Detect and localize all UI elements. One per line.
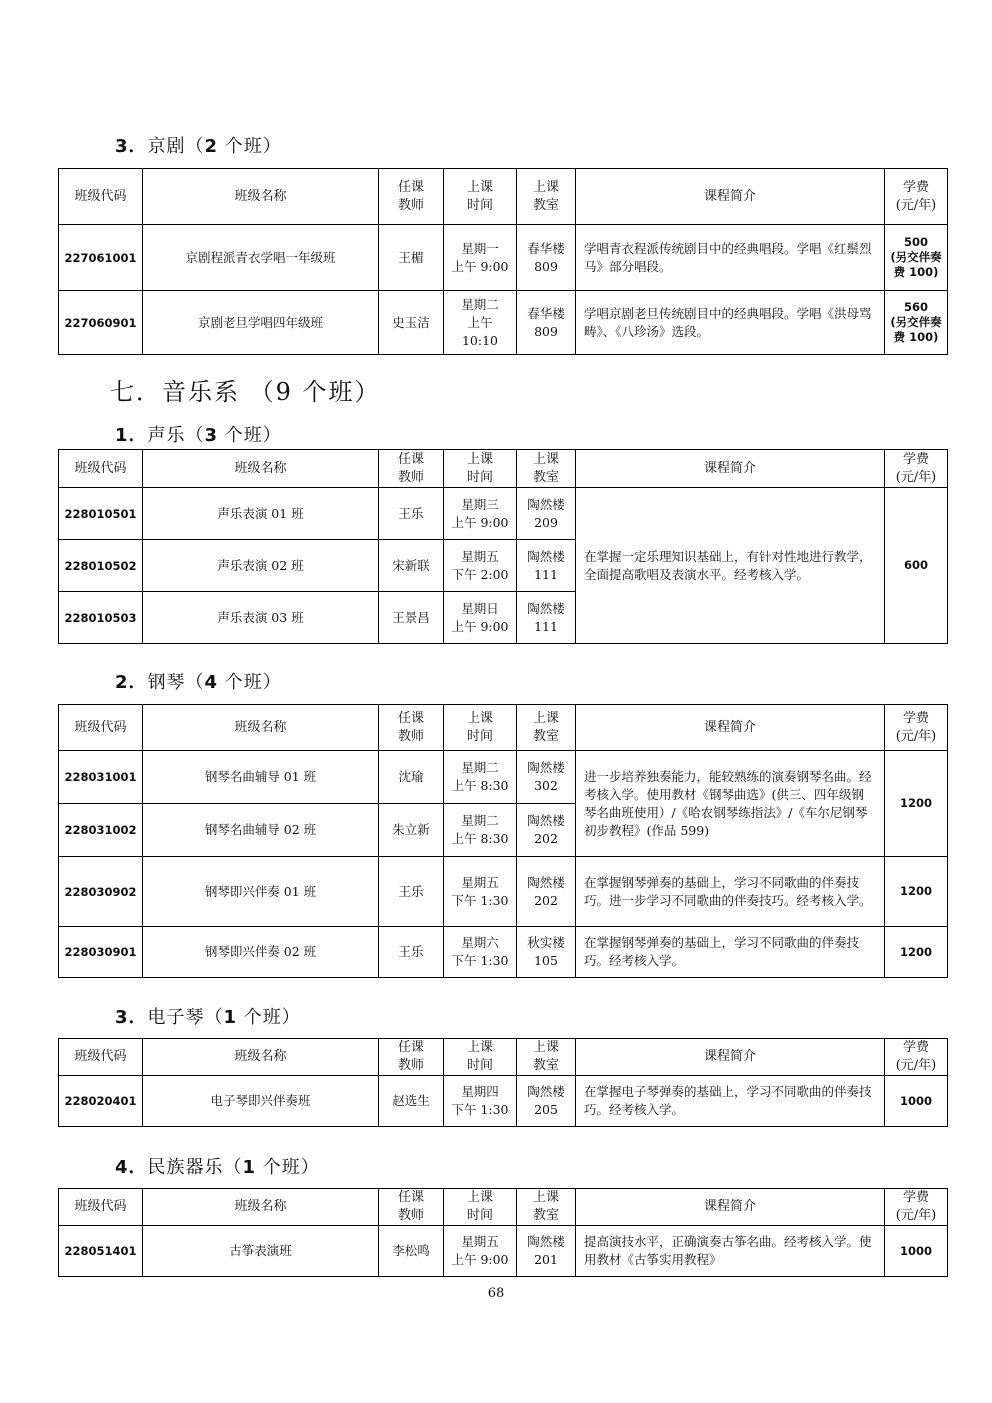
header-time: 上课 时间 [444, 450, 517, 488]
heading-suffix: 个班） [256, 1157, 320, 1178]
table-dianziqin [58, 1038, 948, 1127]
classroom: 陶然楼 209 [517, 488, 576, 540]
table-row [59, 1226, 948, 1277]
heading-title: 民族器乐（ [147, 1157, 243, 1178]
header-code: 班级代码 [59, 450, 143, 488]
class-name: 钢琴名曲辅导 01 班 [143, 751, 379, 804]
tuition-fee: 1200 [885, 751, 948, 857]
class-code: 228051401 [59, 1226, 143, 1277]
header-name: 班级名称 [143, 169, 379, 225]
class-code: 228010503 [59, 592, 143, 644]
class-time: 星期五 下午 1:30 [444, 857, 517, 927]
heading-count: 4 [204, 672, 219, 693]
teacher: 赵选生 [379, 1076, 444, 1127]
table-row [59, 225, 948, 291]
classroom: 陶然楼 202 [517, 857, 576, 927]
class-time: 星期一 上午 9:00 [444, 225, 517, 291]
class-name: 钢琴即兴伴奏 01 班 [143, 857, 379, 927]
course-intro: 提高演技水平，正确演奏古筝名曲。经考核入学。使用教材《古筝实用教程》 [576, 1226, 885, 1277]
header-teacher: 任课 教师 [379, 1039, 444, 1076]
header-name: 班级名称 [143, 1039, 379, 1076]
heading-title: 电子琴（ [147, 1007, 224, 1028]
header-room: 上课 教室 [517, 1189, 576, 1226]
heading-suffix: 个班） [218, 425, 282, 446]
classroom: 春华楼 809 [517, 291, 576, 355]
course-intro: 进一步培养独奏能力，能较熟练的演奏钢琴名曲。经考核入学。使用教材《钢琴曲选》(供三、四年级钢琴名曲班使用）/《哈农钢琴练指法》/《车尔尼钢琴初步教程》(作品 599) [576, 751, 885, 857]
course-intro: 在掌握钢琴弹奏的基础上，学习不同歌曲的伴奏技巧。进一步学习不同歌曲的伴奏技巧。经考核入学。 [576, 857, 885, 927]
table-row [59, 857, 948, 927]
table-jingju [58, 168, 948, 355]
header-intro: 课程简介 [576, 450, 885, 488]
header-code: 班级代码 [59, 1189, 143, 1226]
header-intro: 课程简介 [576, 1189, 885, 1226]
classroom: 陶然楼 201 [517, 1226, 576, 1277]
class-time: 星期五 下午 2:00 [444, 540, 517, 592]
header-name: 班级名称 [143, 450, 379, 488]
tuition-fee: 1200 [885, 857, 948, 927]
class-code: 227060901 [59, 291, 143, 355]
class-code: 228030901 [59, 927, 143, 978]
class-time: 星期六 下午 1:30 [444, 927, 517, 978]
course-intro: 学唱青衣程派传统剧目中的经典唱段。学唱《红鬃烈马》部分唱段。 [576, 225, 885, 291]
class-name: 京剧程派青衣学唱一年级班 [143, 225, 379, 291]
table-row [59, 488, 948, 540]
header-intro: 课程简介 [576, 705, 885, 751]
classroom: 陶然楼 302 [517, 751, 576, 804]
tuition-fee: 600 [885, 488, 948, 644]
heading-title: 声乐（ [147, 425, 205, 446]
class-time: 星期二 上午 8:30 [444, 751, 517, 804]
heading-suffix: 个班） [237, 1007, 301, 1028]
table-row [59, 751, 948, 804]
class-code: 228031001 [59, 751, 143, 804]
teacher: 沈瑜 [379, 751, 444, 804]
header-fee: 学费 (元/年) [885, 450, 948, 488]
class-time: 星期二 上午 10:10 [444, 291, 517, 355]
tuition-fee: 1000 [885, 1226, 948, 1277]
header-time: 上课 时间 [444, 1189, 517, 1226]
heading-count: 3 [204, 425, 219, 446]
header-teacher: 任课 教师 [379, 450, 444, 488]
table-header-row [59, 169, 948, 225]
header-intro: 课程简介 [576, 1039, 885, 1076]
table-shengyue [58, 449, 948, 644]
heading-number: 4． [115, 1157, 148, 1178]
course-intro: 在掌握一定乐理知识基础上，有针对性地进行教学，全面提高歌唱及表演水平。经考核入学。 [576, 488, 885, 644]
heading-title: 京剧（ [147, 136, 205, 157]
teacher: 李松鸣 [379, 1226, 444, 1277]
class-time: 星期四 下午 1:30 [444, 1076, 517, 1127]
class-time: 星期二 上午 8:30 [444, 804, 517, 857]
teacher: 王景昌 [379, 592, 444, 644]
heading-count: 1 [242, 1157, 257, 1178]
class-name: 电子琴即兴伴奏班 [143, 1076, 379, 1127]
teacher: 朱立新 [379, 804, 444, 857]
course-intro: 在掌握钢琴弹奏的基础上，学习不同歌曲的伴奏技巧。经考核入学。 [576, 927, 885, 978]
classroom: 陶然楼 111 [517, 592, 576, 644]
course-intro: 在掌握电子琴弹奏的基础上，学习不同歌曲的伴奏技巧。经考核入学。 [576, 1076, 885, 1127]
table-gangqin [58, 704, 948, 978]
class-name: 钢琴名曲辅导 02 班 [143, 804, 379, 857]
section-heading-shengyue [115, 421, 282, 447]
class-code: 227061001 [59, 225, 143, 291]
teacher: 宋新联 [379, 540, 444, 592]
tuition-fee: 500 (另交伴奏 费 100) [885, 225, 948, 291]
teacher: 王楣 [379, 225, 444, 291]
page-number: 68 [487, 1286, 505, 1301]
class-code: 228030902 [59, 857, 143, 927]
header-fee: 学费 (元/年) [885, 169, 948, 225]
classroom: 陶然楼 111 [517, 540, 576, 592]
class-time: 星期五 上午 9:00 [444, 1226, 517, 1277]
table-header-row [59, 1039, 948, 1076]
heading-count: 2 [204, 136, 219, 157]
header-name: 班级名称 [143, 1189, 379, 1226]
heading-count: 1 [223, 1007, 238, 1028]
department-heading: 七．音乐系 （9 个班） [110, 378, 381, 406]
table-row [59, 291, 948, 355]
teacher: 王乐 [379, 857, 444, 927]
heading-suffix: 个班） [218, 136, 282, 157]
header-fee: 学费 (元/年) [885, 705, 948, 751]
class-name: 古筝表演班 [143, 1226, 379, 1277]
table-header-row [59, 705, 948, 751]
header-room: 上课 教室 [517, 169, 576, 225]
header-time: 上课 时间 [444, 1039, 517, 1076]
teacher: 王乐 [379, 488, 444, 540]
class-name: 京剧老旦学唱四年级班 [143, 291, 379, 355]
table-row [59, 927, 948, 978]
header-fee: 学费 (元/年) [885, 1189, 948, 1226]
heading-title: 钢琴（ [147, 672, 205, 693]
class-time: 星期三 上午 9:00 [444, 488, 517, 540]
tuition-fee: 1200 [885, 927, 948, 978]
tuition-fee: 560 (另交伴奏 费 100) [885, 291, 948, 355]
section-heading-minzu [115, 1153, 320, 1179]
header-fee: 学费 (元/年) [885, 1039, 948, 1076]
header-code: 班级代码 [59, 705, 143, 751]
header-teacher: 任课 教师 [379, 169, 444, 225]
teacher: 王乐 [379, 927, 444, 978]
classroom: 陶然楼 202 [517, 804, 576, 857]
header-name: 班级名称 [143, 705, 379, 751]
class-code: 228010502 [59, 540, 143, 592]
section-heading-gangqin [115, 668, 282, 694]
classroom: 陶然楼 205 [517, 1076, 576, 1127]
heading-number: 3． [115, 1007, 148, 1028]
section-heading-jingju [115, 132, 282, 158]
heading-number: 2． [115, 672, 148, 693]
tuition-fee: 1000 [885, 1076, 948, 1127]
header-room: 上课 教室 [517, 1039, 576, 1076]
class-code: 228010501 [59, 488, 143, 540]
classroom: 秋实楼 105 [517, 927, 576, 978]
header-code: 班级代码 [59, 169, 143, 225]
section-heading-dianziqin [115, 1003, 301, 1029]
teacher: 史玉洁 [379, 291, 444, 355]
table-header-row [59, 1189, 948, 1226]
heading-number: 1． [115, 425, 148, 446]
class-time: 星期日 上午 9:00 [444, 592, 517, 644]
header-code: 班级代码 [59, 1039, 143, 1076]
table-row [59, 1076, 948, 1127]
class-name: 钢琴即兴伴奏 02 班 [143, 927, 379, 978]
heading-suffix: 个班） [218, 672, 282, 693]
class-name: 声乐表演 01 班 [143, 488, 379, 540]
heading-number: 3． [115, 136, 148, 157]
class-name: 声乐表演 03 班 [143, 592, 379, 644]
course-intro: 学唱京剧老旦传统剧目中的经典唱段。学唱《洪母骂畴》、《八珍汤》选段。 [576, 291, 885, 355]
header-room: 上课 教室 [517, 450, 576, 488]
header-intro: 课程简介 [576, 169, 885, 225]
header-time: 上课 时间 [444, 705, 517, 751]
header-room: 上课 教室 [517, 705, 576, 751]
table-minzu [58, 1188, 948, 1277]
class-code: 228020401 [59, 1076, 143, 1127]
header-teacher: 任课 教师 [379, 705, 444, 751]
table-header-row [59, 450, 948, 488]
class-code: 228031002 [59, 804, 143, 857]
header-teacher: 任课 教师 [379, 1189, 444, 1226]
header-time: 上课 时间 [444, 169, 517, 225]
classroom: 春华楼 809 [517, 225, 576, 291]
class-name: 声乐表演 02 班 [143, 540, 379, 592]
